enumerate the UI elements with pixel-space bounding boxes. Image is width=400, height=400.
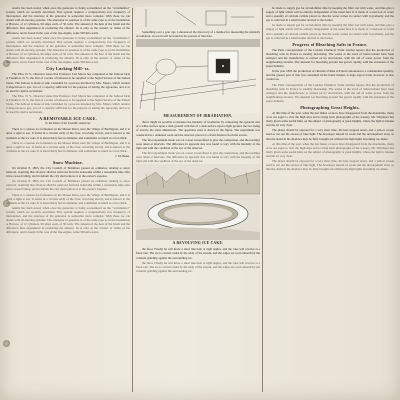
- article-heading: A REMOVABLE ICE CAKE.: [39, 116, 97, 122]
- article-text: The Paris correspondent of the London Chemical Trade Journal reports that the production of bleaching salts in France is steadily increasing. The works at the town of Saint-Gobain have been enlarged and the manufacture is carried on by electrolysis, with the aid of water power from the neighbouring streams. The demand for bleaching powder has grown rapidly with the extension of the paper industry.: [266, 47, 394, 69]
- article-text: There is a curious ice formation on the Mason River, near the village of Burlington, and it is quite a sight to see. It forms in a circular eddy of the river, revolving slowly, and is known to the residents as the ice cake. It is about thirty feet in diameter, and sometimes as much as a foot thick.: [6, 140, 130, 153]
- article-text: that it might be possible to measure the intensity of irradiation by comparing the apparent size of a white surface upon a dark ground with that of a dark surface upon a light ground, the two being of exactly the same dimensions. The apparatus used is shown in the figure. The experiment was conducted in a darkened room and the observer placed at a fixed distance from the screen.: [136, 120, 260, 137]
- article-text: the floor. Finally he will know a short line bent at right angles, and the cake will revolve at a fixed rate. The ice is carried round by the eddy of the stream, and the edges are worn smooth by the constant grinding against the surrounding ice.: [136, 260, 260, 273]
- article-text: The Paris correspondent of the London Chemical Trade Journal reports that the production of bleaching salts in France is steadily increasing. The works at the town of Saint-Gobain have been enlarged and the manufacture is carried on by electrolysis, with the aid of water power from the neighbouring streams. The demand for bleaching powder has grown rapidly with the extension of the paper industry.: [266, 82, 394, 103]
- article-text: On October 8, 1893, the City Council of Baltimore passed an ordinance relating to snow removal, requiring that all snow shall be removed from the sidewalks within a reasonable time after it has ceased falling, and in default the city shall remove it at the owner's expense.: [6, 166, 130, 179]
- article-heading: Progress of Bleaching Salts in France.: [292, 41, 368, 47]
- article-text: At this time of the year, when the last flakes of snow have disappeared from the mountains, many of us are eager to visit the high Alps and to bring back photographs of the scenery. Mr. Whymper has lately given some useful hints on the subject of photography at great heights, where the light is intense and the air very clear.: [266, 110, 394, 128]
- article-text: There is a curious ice formation on the Mason River, near the village of Burlington, and it is quite a sight to see. It forms in a circular eddy of the river, revolving slowly, and is known to the residents as the ice cake. It is about thirty feet in diameter, and sometimes as much as a foot thick.: [6, 127, 130, 140]
- article-text: results has been noted; when once the generator is being economized on the "accumulator" system, which we recently described. This system requires a comparatively few frequency of interruption, and the structure of the generator is somewhat more complex. With these we can obtain with all-moving systems. The alternator in question is of the same type as in the installation at Harrow, of 12 cylinders, 60 amps each, of 50 volts. The amount of the heat of the brush and the difference thus engendered in producing the amount. Its is only as the current, or rather of the difference, and is found in the case of the fire-engine, some 500 kilo-watts.: [6, 35, 130, 65]
- article-text: The Elbe, N. Y., Observer states that Professor Carl Myers has completed at the balloon farm at Frankfort, N. Y., the first of a series of balloons to be supplied to the Signal Service of the United States. The balloon is made of silk, varnished by a process invented by Mrs. Myers, which renders it impervious to gas. It is of a capacity sufficient for the purpose of testing the apparatus, and is to be used in captive ascensions.: [6, 93, 130, 115]
- author-signature: J. M. Bates.: [115, 153, 130, 158]
- article-heading: Photographing Great Heights.: [300, 104, 360, 110]
- article-text: results has been noted; when once the generator is being economized on the "accumulator" system, which we recently described. This system requires a comparatively few frequency of interruption, and the structure of the generator is somewhat more complex. With these we can obtain with all-moving systems. The alternator in question is of the same type as in the installation at Harrow, of 12 cylinders, 60 amps each, of 50 volts. The amount of the heat of the brush and the difference thus engendered in producing the amount. Its is only as the current, or rather of the difference, and is found in the case of the fire-engine, some 500 kilo-watts.: [6, 6, 130, 35]
- column-left: [6, 6, 130, 394]
- article-heading: Snow Machine.: [52, 160, 84, 165]
- article-text: The plates should be exposed for a very short time, the lens stopped down, and a yellow screen used to cut out the excess of blue light. The developer should be weak and the development slow, so that the detail in the shadows may be fully brought out without the high lights becoming too dense.: [266, 128, 394, 141]
- engraving-figure: [136, 7, 260, 29]
- column-center: [136, 6, 260, 394]
- figure-caption: MEASUREMENT OF IRRADIATION.: [163, 114, 233, 119]
- article-text: There is a curious ice formation on the Mason River, near the village of Burlington, and it is quite a sight to see. It forms in a circular eddy of the river, revolving slowly, and is known to the residents as the ice cake. It is about thirty feet in diameter, and sometimes as much as a foot thick.: [6, 192, 130, 205]
- article-text: The Elbe, N. Y., Observer states that Professor Carl Myers has completed at the balloon farm at Frankfort, N. Y., the first of a series of balloons to be supplied to the Signal Service of the United States. The balloon is made of silk, varnished by a process invented by Mrs. Myers, which renders it impervious to gas. It is of a capacity sufficient for the purpose of testing the apparatus, and is to be used in captive ascensions.: [6, 72, 130, 93]
- article-text: The first experiment made was on a steel screen fitted to give the comparison, and the readings were taken at intervals. The difference in apparent size was found to vary with the intensity of the light and with the condition of the eye of the observer.: [136, 150, 260, 164]
- column-rule: [262, 8, 263, 392]
- article-text: In the year 1895 the production of chloride of lime in France amounted to a considerable quantity, and the greater part of this was consumed in the home market. A large export trade, however, is also carried on.: [266, 69, 394, 82]
- article-text: Something over a year ago I announced the discovery of a method for measuring the intensity of radiation. A record will be found in the journal of that date.: [136, 30, 260, 39]
- article-heading: City Lurking Mill--ss.: [46, 66, 90, 72]
- irradiation-apparatus-illustration: [136, 39, 260, 113]
- article-subheading: To the Editor of the Scientific American:: [45, 122, 91, 126]
- column-rule: [132, 8, 133, 392]
- article-text: The first experiment made was on a steel screen fitted to give the comparison, and the readings were taken at intervals. The difference in apparent size was found to vary with the intensity of the light and with the condition of the eye of the observer.: [136, 137, 260, 150]
- column-right: [266, 6, 394, 394]
- article-text: the floor. Finally he will know a short line bent at right angles, and the cake will revolve at a fixed rate. The ice is carried round by the eddy of the stream, and the edges are worn smooth by the constant grinding against the surrounding ice.: [136, 247, 260, 260]
- article-text: results has been noted; when once the generator is being economized on the "accumulator" system, which we recently described. This system requires a comparatively few frequency of interruption, and the structure of the generator is somewhat more complex. With these we can obtain with all-moving systems. The alternator in question is of the same type as in the installation at Harrow, of 12 cylinders, 60 amps each, of 50 volts. The amount of the heat of the brush and the difference thus engendered in producing the amount. Its is only as the current, or rather of the difference, and is found in the case of the fire-engine, some 500 kilo-watts.: [6, 205, 130, 235]
- article-text: The plates should be exposed for a very short time, the lens stopped down, and a yellow screen used to cut out the excess of blue light. The developer should be weak and the development slow, so that the detail in the shadows may be fully brought out without the high lights becoming too dense.: [266, 159, 394, 172]
- article-text: be made to supply gas for an indefinite time by keeping the filter wet with water, and thus give a supply of light which will be entirely independent of the usual fuel. It is made of a reservoir of water and a quantity of calcium carbide placed so that the water comes in contact with it gradually, and the gas is collected in a small holder and led to the burner.: [266, 23, 394, 40]
- article-text: On October 8, 1893, the City Council of Baltimore passed an ordinance relating to snow removal, requiring that all snow shall be removed from the sidewalks within a reasonable time after it has ceased falling, and in default the city shall remove it at the owner's expense.: [6, 179, 130, 192]
- article-text: At this time of the year, when the last flakes of snow have disappeared from the mountains, many of us are eager to visit the high Alps and to bring back photographs of the scenery. Mr. Whymper has lately given some useful hints on the subject of photography at great heights, where the light is intense and the air very clear.: [266, 141, 394, 158]
- ice-cake-illustration: [136, 164, 260, 240]
- article-text: be made to supply gas for an indefinite time by keeping the filter wet with water, and thus give a supply of light which will be entirely independent of the usual fuel. It is made of a reservoir of water and a quantity of calcium carbide placed so that the water comes in contact with it gradually, and the gas is collected in a small holder and led to the burner.: [266, 6, 394, 23]
- figure-caption: A REVOLVING ICE CAKE.: [172, 241, 224, 246]
